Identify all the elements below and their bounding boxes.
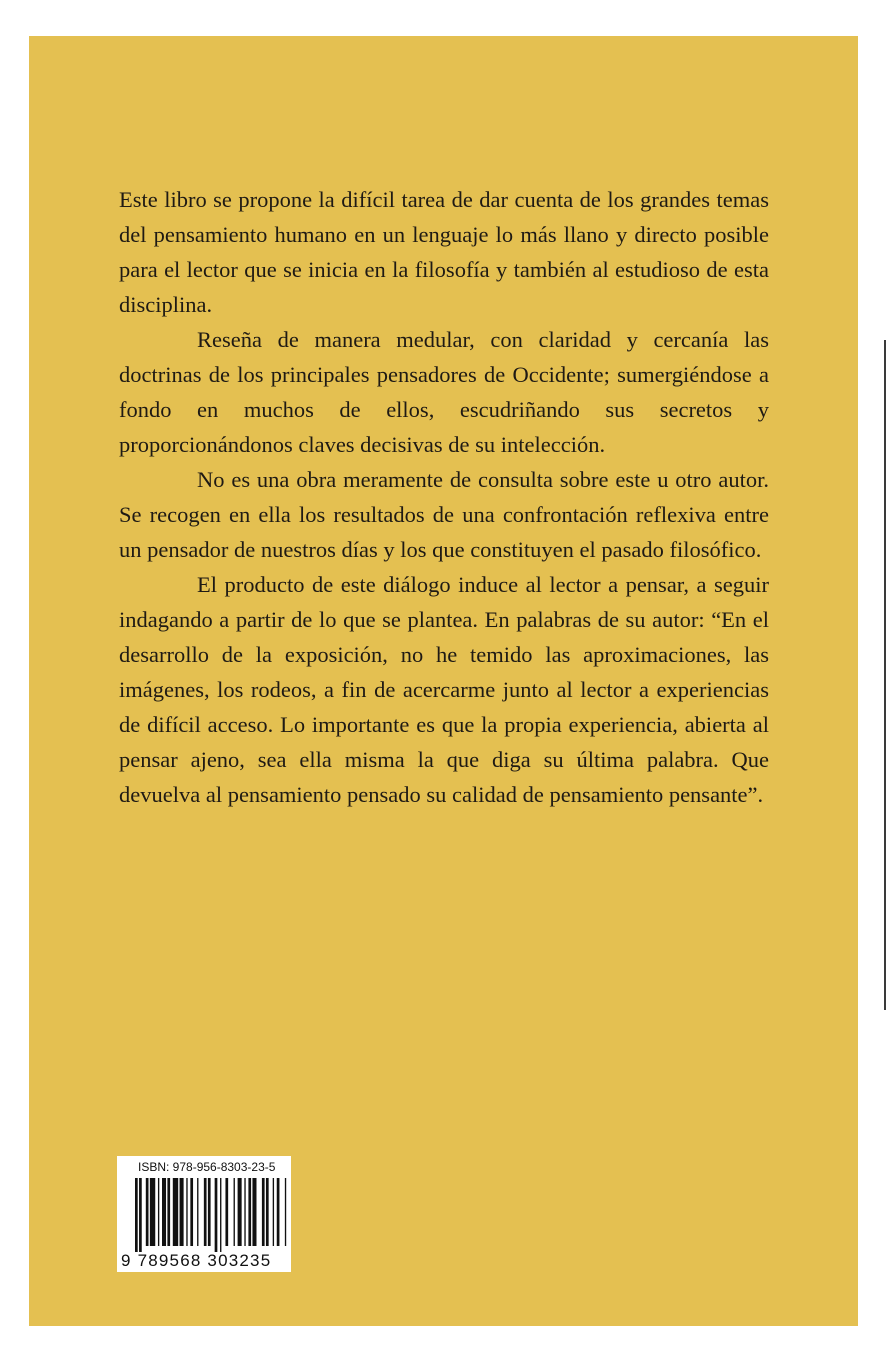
barcode-bar	[158, 1178, 159, 1246]
back-cover	[29, 36, 858, 1326]
isbn-label: ISBN: 978-956-8303-23-5	[138, 1160, 276, 1174]
paragraph-2: Reseña de manera medular, con claridad y cercanía las doctrinas de los principales pensadores de Occidente; sumergiéndose a fondo en muchos de ellos, escudriñando sus secretos y proporcionándonos claves decisivas de su intelección.	[119, 327, 769, 457]
barcode-bar	[135, 1178, 138, 1252]
barcode-bars	[135, 1178, 287, 1252]
barcode-bar	[248, 1178, 251, 1246]
barcode-bar	[266, 1178, 269, 1246]
paragraph-3: No es una obra meramente de consulta sobre este u otro autor. Se recogen en ella los resultados de una confrontación reflexiva entre un pensador de nuestros días y los que constituyen el pasado filosófico.	[119, 467, 769, 562]
paragraph-4: El producto de este diálogo induce al lector a pensar, a seguir indagando a partir de lo que se plantea. En palabras de su autor: “En el desarrollo de la exposición, no he temido las aproximaciones, las imágenes, los rodeos, a fin de acercarme junto al lector a experiencias de difícil acceso. Lo importante es que la propia experiencia, abierta al pensar ajeno, sea ella misma la que diga su última palabra. Que devuelva al pensamiento pensado su calidad de pensamiento pensante”.	[119, 572, 769, 807]
barcode-bar	[234, 1178, 235, 1246]
barcode-bar	[146, 1178, 149, 1246]
barcode-bar	[225, 1178, 228, 1246]
trim-edge-line	[884, 340, 886, 1010]
barcode-bar	[167, 1178, 170, 1246]
barcode-bar	[186, 1178, 187, 1246]
barcode-bar	[273, 1178, 274, 1246]
barcode-bar	[262, 1178, 265, 1246]
barcode-bar	[244, 1178, 245, 1246]
barcode-bar	[139, 1178, 142, 1252]
barcode-bar	[220, 1178, 221, 1252]
blurb-text	[119, 182, 769, 812]
barcode-bar	[204, 1178, 207, 1246]
barcode-bar	[252, 1178, 256, 1246]
paragraph-1: Este libro se propone la difícil tarea de dar cuenta de los grandes temas del pensamiento humano en un lenguaje lo más llano y directo posible para el lector que se inicia en la filosofía y también al estudioso de esta disciplina.	[119, 187, 769, 317]
barcode-bar	[150, 1178, 155, 1246]
barcode-bar	[285, 1178, 286, 1246]
barcode-bar	[162, 1178, 166, 1246]
barcode-bar	[277, 1178, 280, 1246]
barcode-bar	[173, 1178, 178, 1246]
barcode-bar	[197, 1178, 198, 1246]
barcode-bar	[238, 1178, 242, 1246]
barcode-digits: 9 789568 303235	[121, 1251, 272, 1270]
barcode-bar	[215, 1178, 218, 1252]
barcode-bar	[180, 1178, 184, 1246]
barcode-bar	[208, 1178, 211, 1246]
barcode-bar	[190, 1178, 193, 1246]
isbn-barcode	[117, 1156, 291, 1272]
